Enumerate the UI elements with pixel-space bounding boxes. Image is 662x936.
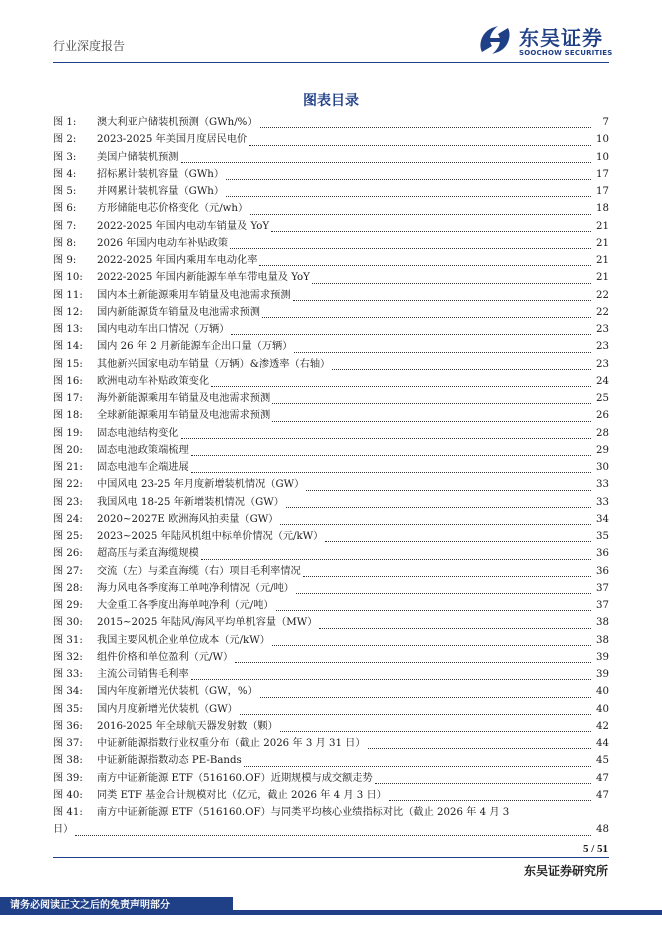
toc-item-title: 国内 26 年 2 月新能源车企出口量（万辆）	[97, 341, 293, 353]
header-divider	[53, 62, 609, 63]
toc-item-page: 10	[596, 151, 609, 163]
toc-leader-dots	[280, 523, 591, 525]
toc-item-title: 招标累计装机容量（GWh）	[97, 168, 225, 180]
toc-item-number: 图 26:	[53, 548, 83, 560]
toc-item[interactable]	[53, 804, 609, 821]
toc-item[interactable]	[53, 373, 609, 390]
toc-item-page: 37	[596, 600, 609, 611]
toc-leader-dots	[235, 661, 591, 663]
toc-item-number: 图 7:	[53, 220, 77, 232]
brand-name-en: SOOCHOW SECURITIES	[519, 49, 613, 57]
toc-item-title: 固态电池车企端进展	[97, 462, 189, 473]
brand-logo	[476, 22, 616, 60]
brand-name: 东吴证券	[519, 26, 603, 50]
toc-item[interactable]	[53, 735, 609, 752]
toc-item-title: 中证新能源指数动态 PE-Bands	[97, 755, 242, 767]
toc-item-title: 交流（左）与柔直海缆（右）项目毛利率情况	[97, 565, 301, 577]
toc-item-title: 2026 年国内电动车补贴政策	[97, 237, 229, 249]
toc-item-title: 南方中证新能源 ETF（516160.OF）与同类平均核心业绩指标对比（截止 2026 年 4 月 3	[97, 807, 510, 818]
toc-item[interactable]	[53, 304, 609, 321]
toc-item-number: 图 17:	[53, 393, 83, 404]
toc-item[interactable]	[53, 511, 609, 528]
toc-item-number: 图 20:	[53, 444, 83, 456]
toc-item-number: 图 18:	[53, 410, 83, 422]
toc-item-page: 33	[596, 496, 609, 508]
toc-item-title: 国内月度新增光伏装机（GW）	[97, 703, 238, 715]
disclaimer-banner: 请务必阅读正文之后的免责声明部分	[0, 897, 233, 915]
toc-title: 图表目录	[303, 93, 359, 109]
toc-item-page: 23	[596, 358, 609, 370]
page-number: 5 / 51	[582, 843, 608, 855]
toc-leader-dots	[226, 195, 591, 197]
toc-list	[53, 114, 609, 839]
toc-item-page: 21	[596, 237, 609, 249]
toc-item-page: 17	[596, 186, 609, 197]
toc-item-title: 中国风电 23-25 年月度新增装机情况（GW）	[97, 479, 305, 491]
toc-item-title: 其他新兴国家电动车销量（万辆）&渗透率（右轴）	[97, 358, 331, 370]
toc-item-number: 图 39:	[53, 772, 83, 784]
toc-item[interactable]	[53, 701, 609, 718]
toc-item-number: 图 31:	[53, 634, 83, 646]
toc-item-title: 主流公司销售毛利率	[97, 669, 189, 680]
toc-item-number: 图 11:	[53, 289, 83, 301]
toc-leader-dots	[181, 437, 592, 439]
toc-item-number: 图 33:	[53, 669, 83, 680]
toc-item[interactable]	[53, 614, 609, 631]
report-category-label: 行业深度报告	[53, 39, 126, 53]
toc-item[interactable]	[53, 666, 609, 683]
toc-item-page: 35	[596, 531, 609, 542]
toc-item-title: 国内年度新增光伏装机（GW，%）	[97, 686, 258, 698]
toc-item-number: 图 32:	[53, 651, 83, 663]
toc-item-page: 23	[596, 341, 609, 353]
toc-leader-dots	[226, 178, 591, 180]
toc-item-page: 29	[596, 444, 609, 456]
toc-leader-dots	[191, 454, 591, 456]
toc-item-number: 图 13:	[53, 324, 83, 335]
toc-leader-dots	[191, 471, 591, 473]
toc-item-page: 39	[596, 669, 609, 680]
toc-item-title: 海力风电各季度海工单吨净利情况（元/吨）	[97, 582, 294, 594]
toc-item[interactable]	[53, 718, 609, 735]
toc-leader-dots	[271, 230, 591, 232]
toc-item-page: 38	[596, 634, 609, 646]
toc-leader-dots	[375, 782, 591, 784]
toc-item-page: 33	[596, 479, 609, 491]
toc-item-page: 40	[596, 703, 609, 715]
toc-item-number: 图 3:	[53, 151, 77, 163]
soochow-logo-icon	[476, 22, 514, 58]
toc-leader-dots	[332, 368, 591, 370]
toc-item-number: 图 21:	[53, 462, 83, 473]
toc-item-number: 图 1:	[53, 117, 77, 128]
toc-leader-dots	[293, 299, 591, 301]
toc-item-title: 固态电池结构变化	[97, 427, 179, 439]
toc-leader-dots	[319, 627, 591, 629]
toc-leader-dots	[244, 765, 591, 767]
toc-item[interactable]	[53, 580, 609, 597]
toc-item-number: 图 35:	[53, 703, 83, 715]
toc-item-title: 2023-2025 年美国月度居民电价	[97, 134, 248, 146]
toc-leader-dots	[260, 126, 591, 128]
toc-item-page: 21	[596, 220, 609, 232]
toc-item[interactable]	[53, 149, 609, 166]
toc-leader-dots	[303, 575, 591, 577]
toc-item[interactable]	[53, 770, 609, 787]
toc-item-number: 图 23:	[53, 496, 83, 508]
toc-item-page: 39	[596, 651, 609, 663]
toc-item-title: 超高压与柔直海缆规模	[97, 548, 199, 560]
toc-item[interactable]	[53, 459, 609, 476]
toc-leader-dots	[296, 592, 591, 594]
toc-item[interactable]	[53, 787, 609, 804]
toc-item-number: 图 12:	[53, 306, 83, 318]
toc-item[interactable]	[53, 425, 609, 442]
toc-item-number: 图 24:	[53, 513, 83, 525]
toc-item-page: 47	[596, 772, 609, 784]
toc-item-number: 图 14:	[53, 341, 83, 353]
toc-item[interactable]	[53, 114, 609, 131]
toc-item[interactable]	[53, 545, 609, 562]
toc-item-number: 图 28:	[53, 582, 83, 594]
toc-item-number: 图 9:	[53, 255, 77, 266]
toc-item-page: 22	[596, 306, 609, 318]
toc-item[interactable]	[53, 338, 609, 355]
toc-item[interactable]	[53, 476, 609, 493]
toc-item-number: 图 38:	[53, 755, 83, 767]
toc-item[interactable]	[53, 321, 609, 338]
toc-leader-dots	[231, 333, 591, 335]
toc-leader-dots	[249, 144, 591, 146]
toc-item-page: 21	[596, 255, 609, 266]
toc-item-number: 图 36:	[53, 720, 83, 732]
toc-leader-dots	[294, 351, 591, 353]
toc-leader-dots	[211, 385, 591, 387]
toc-item-title: 我国主要风机企业单位成本（元/kW）	[97, 634, 270, 646]
toc-item-page: 38	[596, 617, 609, 629]
toc-item[interactable]	[53, 218, 609, 235]
toc-item-page: 37	[596, 582, 609, 594]
footer-org-name: 东吴证券研究所	[523, 864, 608, 878]
toc-item[interactable]	[53, 597, 609, 614]
toc-item-number: 图 19:	[53, 427, 83, 439]
toc-item-page: 47	[596, 789, 609, 801]
toc-item-title: 南方中证新能源 ETF（516160.OF）近期规模与成交额走势	[97, 772, 373, 784]
toc-leader-dots	[272, 644, 591, 646]
toc-leader-dots	[262, 316, 591, 318]
toc-item[interactable]	[53, 563, 609, 580]
toc-item-continuation[interactable]	[53, 821, 609, 838]
toc-item[interactable]	[53, 528, 609, 545]
toc-item-title: 全球新能源乘用车销量及电池需求预测	[97, 410, 271, 422]
toc-item[interactable]	[53, 683, 609, 700]
toc-item-title: 方形储能电芯价格变化（元/wh）	[97, 203, 249, 215]
toc-item-number: 图 2:	[53, 134, 77, 146]
toc-item[interactable]	[53, 166, 609, 183]
toc-item[interactable]	[53, 183, 609, 200]
toc-item[interactable]	[53, 407, 609, 424]
toc-item-number: 图 25:	[53, 531, 83, 542]
toc-item[interactable]	[53, 442, 609, 459]
toc-item-number: 图 4:	[53, 168, 77, 180]
toc-item-title: 2022-2025 年国内新能源车单车带电量及 YoY	[97, 272, 310, 284]
toc-item-title: 中证新能源指数行业权重分布（截止 2026 年 3 月 31 日）	[97, 738, 366, 749]
toc-item-title: 美国户储装机预测	[97, 151, 179, 163]
toc-item-number: 图 5:	[53, 186, 77, 197]
toc-leader-dots	[325, 540, 591, 542]
toc-item[interactable]	[53, 235, 609, 252]
toc-item-number: 图 41:	[53, 807, 83, 818]
toc-item[interactable]	[53, 649, 609, 666]
toc-item-title: 2016-2025 年全球航天器发射数（颗）	[97, 720, 278, 732]
toc-leader-dots	[312, 282, 591, 284]
toc-item-number: 图 29:	[53, 600, 83, 611]
toc-item-page: 18	[596, 203, 609, 215]
toc-item-number: 图 30:	[53, 617, 83, 629]
toc-item-number: 图 37:	[53, 738, 83, 749]
toc-item-title: 2015~2025 年陆风/海风平均单机容量（MW）	[97, 617, 318, 629]
toc-item[interactable]	[53, 356, 609, 373]
toc-leader-dots	[272, 420, 591, 422]
toc-item-page: 28	[596, 427, 609, 439]
toc-leader-dots	[250, 213, 591, 215]
toc-item[interactable]	[53, 269, 609, 286]
toc-item-page: 25	[596, 393, 609, 404]
toc-item[interactable]	[53, 252, 609, 269]
toc-item-number: 图 6:	[53, 203, 77, 215]
toc-leader-dots	[230, 247, 591, 249]
toc-item[interactable]	[53, 632, 609, 649]
toc-item-page: 36	[596, 548, 609, 560]
toc-item-number: 图 10:	[53, 272, 83, 284]
toc-item-page: 24	[596, 375, 609, 387]
toc-item-page: 30	[596, 462, 609, 473]
toc-item-title: 大金重工各季度出海单吨净利（元/吨）	[97, 600, 274, 611]
footer-divider	[53, 857, 609, 858]
toc-item[interactable]	[53, 287, 609, 304]
toc-item-title: 同类 ETF 基金合计规模对比（亿元，截止 2026 年 4 月 3 日）	[97, 789, 387, 801]
toc-leader-dots	[201, 558, 591, 560]
toc-item-title: 2020~2027E 欧洲海风拍卖量（GW）	[97, 513, 279, 525]
toc-item-title: 并网累计装机容量（GWh）	[97, 186, 225, 197]
toc-item[interactable]	[53, 200, 609, 217]
toc-leader-dots	[286, 506, 591, 508]
toc-leader-dots	[276, 609, 591, 611]
toc-item-page: 48	[596, 824, 609, 836]
toc-leader-dots	[368, 747, 591, 749]
toc-item-number: 图 34:	[53, 686, 83, 698]
toc-item[interactable]	[53, 752, 609, 769]
toc-item-page: 17	[596, 168, 609, 180]
toc-item-page: 7	[602, 117, 609, 128]
toc-leader-dots	[272, 402, 591, 404]
toc-item-title: 海外新能源乘用车销量及电池需求预测	[97, 393, 271, 404]
toc-item-page: 10	[596, 134, 609, 146]
toc-item-title: 国内新能源货车销量及电池需求预测	[97, 306, 260, 318]
toc-item-page: 42	[596, 720, 609, 732]
toc-item-title: 2023~2025 年陆风机组中标单价情况（元/kW）	[97, 531, 324, 542]
toc-item-title: 组件价格和单位盈利（元/W）	[97, 651, 234, 663]
toc-leader-dots	[181, 161, 592, 163]
toc-item-number: 图 16:	[53, 375, 83, 387]
toc-leader-dots	[306, 489, 591, 491]
toc-item-title: 我国风电 18-25 年新增装机情况（GW）	[97, 496, 284, 508]
toc-item-number: 图 8:	[53, 237, 77, 249]
toc-item-page: 26	[596, 410, 609, 422]
toc-leader-dots	[240, 713, 591, 715]
toc-leader-dots	[389, 799, 591, 801]
toc-item-page: 23	[596, 324, 609, 335]
toc-leader-dots	[191, 678, 591, 680]
toc-item-page: 36	[596, 565, 609, 577]
toc-item-number: 图 27:	[53, 565, 83, 577]
toc-item[interactable]	[53, 494, 609, 511]
toc-item[interactable]	[53, 131, 609, 148]
toc-leader-dots	[260, 696, 591, 698]
toc-item-number: 图 22:	[53, 479, 83, 491]
toc-leader-dots	[259, 264, 591, 266]
toc-item-number: 图 40:	[53, 789, 83, 801]
toc-leader-dots	[75, 834, 591, 836]
disclaimer-bar	[233, 910, 662, 915]
toc-leader-dots	[280, 730, 591, 732]
toc-item-title: 2022-2025 年国内乘用车电动化率	[97, 255, 258, 266]
toc-item-title-cont: 日）	[53, 824, 74, 836]
toc-item-title: 国内电动车出口情况（万辆）	[97, 324, 230, 335]
toc-item-page: 34	[596, 513, 609, 525]
toc-item-page: 21	[596, 272, 609, 284]
toc-item-title: 国内本土新能源乘用车销量及电池需求预测	[97, 289, 291, 301]
toc-item-title: 欧洲电动车补贴政策变化	[97, 375, 210, 387]
toc-item[interactable]	[53, 390, 609, 407]
toc-item-number: 图 15:	[53, 358, 83, 370]
toc-item-page: 22	[596, 289, 609, 301]
toc-item-page: 45	[596, 755, 609, 767]
toc-item-title: 2022-2025 年国内电动车销量及 YoY	[97, 220, 270, 232]
toc-item-page: 40	[596, 686, 609, 698]
toc-item-title: 固态电池政策端梳理	[97, 444, 189, 456]
toc-item-title: 澳大利亚户储装机预测（GWh/%）	[97, 117, 258, 128]
toc-item-page: 44	[596, 738, 609, 749]
